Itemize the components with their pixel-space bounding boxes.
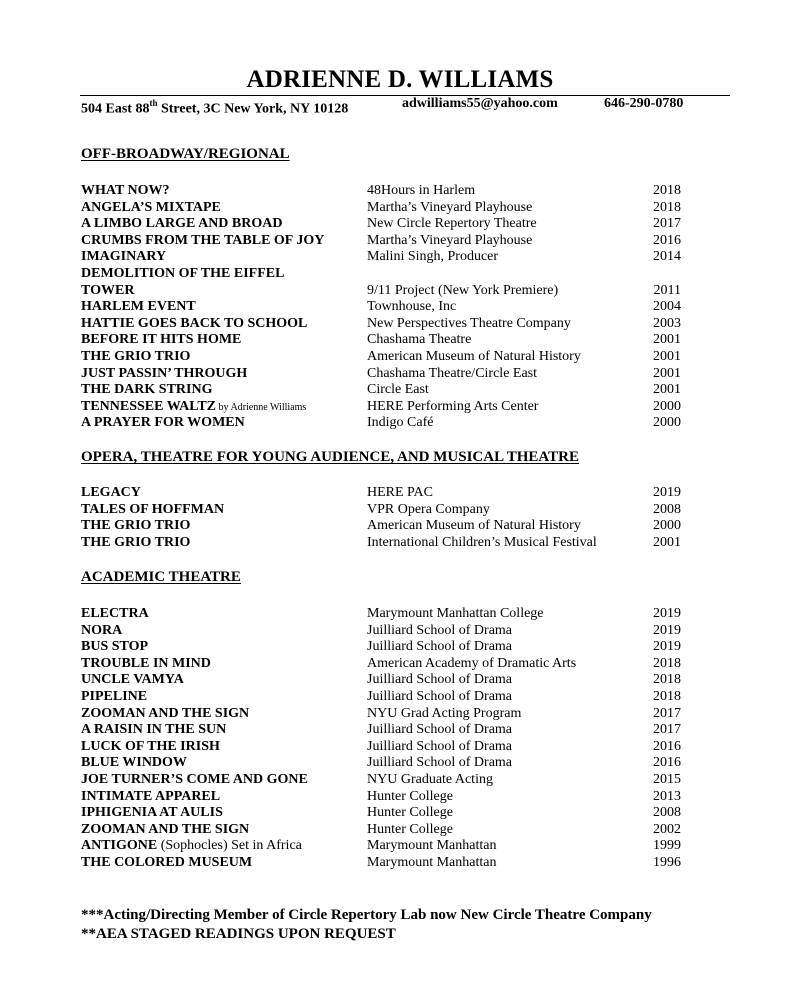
credit-row xyxy=(0,399,800,416)
credit-row xyxy=(0,283,800,300)
production-title-text: A RAISIN IN THE SUN xyxy=(81,722,227,738)
note-aea-readings: **AEA STAGED READINGS UPON REQUEST xyxy=(81,926,396,942)
phone-number: 646-290-0780 xyxy=(604,96,684,111)
venue: Juilliard School of Drama xyxy=(367,722,513,738)
credit-row xyxy=(0,485,800,502)
production-title xyxy=(81,772,308,789)
venue: Marymount Manhattan xyxy=(367,838,497,854)
year: 2019 xyxy=(653,622,681,638)
year: 2018 xyxy=(653,688,681,704)
venue: NYU Grad Acting Program xyxy=(367,705,522,721)
venue: American Museum of Natural History xyxy=(367,518,581,534)
year: 2003 xyxy=(653,315,681,331)
production-title-text: HATTIE GOES BACK TO SCHOOL xyxy=(81,315,308,331)
production-title xyxy=(81,639,148,656)
credit-row xyxy=(0,639,800,656)
credit-row xyxy=(0,518,800,535)
production-title-text: PIPELINE xyxy=(81,688,148,704)
year: 2017 xyxy=(653,722,681,738)
resume-name: ADRIENNE D. WILLIAMS xyxy=(246,66,554,93)
production-title xyxy=(81,399,306,417)
venue: Marymount Manhattan College xyxy=(367,606,544,621)
credit-row xyxy=(0,349,800,366)
venue: Chashama Theatre xyxy=(367,332,472,348)
production-title xyxy=(81,183,170,200)
credit-row xyxy=(0,706,800,723)
year: 2018 xyxy=(653,199,681,215)
credit-row xyxy=(0,382,800,399)
production-title xyxy=(81,249,166,266)
year: 2017 xyxy=(653,705,681,721)
year: 2018 xyxy=(653,672,681,688)
year: 2013 xyxy=(653,788,681,804)
production-title xyxy=(81,656,211,673)
year: 2018 xyxy=(653,183,681,198)
production-title xyxy=(81,266,284,283)
credit-row xyxy=(0,772,800,789)
production-title xyxy=(81,755,187,772)
production-title-text: THE GRIO TRIO xyxy=(81,518,191,534)
production-title-text: ELECTRA xyxy=(81,606,149,621)
venue: International Children’s Musical Festival xyxy=(367,534,597,550)
production-title xyxy=(81,366,247,383)
year: 2002 xyxy=(653,821,681,837)
production-title-text: THE DARK STRING xyxy=(81,382,213,398)
venue: Juilliard School of Drama xyxy=(367,738,513,754)
production-title xyxy=(81,485,141,502)
production-title xyxy=(81,283,134,300)
credit-row xyxy=(0,233,800,250)
credit-row xyxy=(0,266,800,283)
production-subtitle: (Sophocles) Set in Africa xyxy=(157,838,302,854)
year: 2017 xyxy=(653,216,681,232)
production-title-text: THE COLORED MUSEUM xyxy=(81,854,253,870)
venue: New Circle Repertory Theatre xyxy=(367,216,537,232)
production-title-text: ANTIGONE xyxy=(81,838,158,854)
venue: Juilliard School of Drama xyxy=(367,672,513,688)
production-title-text: INTIMATE APPAREL xyxy=(81,788,221,804)
production-title xyxy=(81,233,324,250)
address-street: 504 East 88 xyxy=(81,101,150,117)
year: 2008 xyxy=(653,501,681,517)
production-title-text: IPHIGENIA AT AULIS xyxy=(81,805,223,821)
production-title xyxy=(81,623,122,640)
venue: Townhouse, Inc xyxy=(367,299,457,315)
year: 2001 xyxy=(653,534,681,550)
production-title xyxy=(81,518,190,535)
production-title xyxy=(81,316,307,333)
production-title xyxy=(81,689,147,706)
credit-row xyxy=(0,656,800,673)
production-title-text: HARLEM EVENT xyxy=(81,299,196,315)
production-title xyxy=(81,822,249,839)
production-title-text: TALES OF HOFFMAN xyxy=(81,501,225,517)
credit-row xyxy=(0,535,800,552)
production-title xyxy=(81,789,220,806)
section-heading-opera: OPERA, THEATRE FOR YOUNG AUDIENCE, AND MUSICAL THEATRE xyxy=(81,449,579,465)
production-title-text: LEGACY xyxy=(81,485,141,500)
credit-row xyxy=(0,822,800,839)
venue: Circle East xyxy=(367,382,429,398)
production-title xyxy=(81,299,196,316)
credit-row xyxy=(0,502,800,519)
production-title xyxy=(81,535,190,552)
venue: Juilliard School of Drama xyxy=(367,639,513,655)
venue: Hunter College xyxy=(367,805,453,821)
production-title xyxy=(81,606,149,623)
production-title xyxy=(81,838,302,855)
production-title-text: TENNESSEE WALTZ xyxy=(81,398,217,414)
credit-row xyxy=(0,299,800,316)
production-title xyxy=(81,200,221,217)
credit-row xyxy=(0,805,800,822)
production-title xyxy=(81,382,212,399)
venue: Juilliard School of Drama xyxy=(367,622,513,638)
production-title-text: THE GRIO TRIO xyxy=(81,534,191,550)
credit-row xyxy=(0,316,800,333)
year: 2001 xyxy=(653,382,681,398)
venue: HERE PAC xyxy=(367,485,434,500)
credit-row xyxy=(0,623,800,640)
production-title-text: WHAT NOW? xyxy=(81,183,170,198)
production-title-text: ANGELA’S MIXTAPE xyxy=(81,199,221,215)
production-title-text: LUCK OF THE IRISH xyxy=(81,738,220,754)
year: 2014 xyxy=(653,249,681,265)
production-title xyxy=(81,805,223,822)
credit-row xyxy=(0,722,800,739)
venue: American Museum of Natural History xyxy=(367,348,581,364)
venue: HERE Performing Arts Center xyxy=(367,398,539,414)
venue: New Perspectives Theatre Company xyxy=(367,315,571,331)
credit-row xyxy=(0,200,800,217)
credit-row xyxy=(0,183,800,200)
credit-row xyxy=(0,672,800,689)
email-address: adwilliams55@yahoo.com xyxy=(402,96,558,111)
section-heading-academic: ACADEMIC THEATRE xyxy=(81,569,241,585)
venue: Juilliard School of Drama xyxy=(367,688,513,704)
production-title-text: A LIMBO LARGE AND BROAD xyxy=(81,216,283,232)
production-title xyxy=(81,502,224,519)
academic-credits xyxy=(0,606,800,872)
credit-row xyxy=(0,606,800,623)
production-title-text: DEMOLITION OF THE EIFFEL xyxy=(81,265,285,281)
credit-row xyxy=(0,332,800,349)
credit-row xyxy=(0,216,800,233)
venue: Malini Singh, Producer xyxy=(367,249,499,265)
production-title-text: A PRAYER FOR WOMEN xyxy=(81,415,245,431)
venue: 9/11 Project (New York Premiere) xyxy=(367,282,559,298)
production-title-text: JOE TURNER’S COME AND GONE xyxy=(81,771,308,787)
year: 2001 xyxy=(653,332,681,348)
credit-row xyxy=(0,366,800,383)
credit-row xyxy=(0,415,800,432)
year: 2001 xyxy=(653,348,681,364)
address-ordinal: th xyxy=(149,98,158,108)
production-title xyxy=(81,855,252,872)
production-title-text: NORA xyxy=(81,622,123,638)
production-title xyxy=(81,332,241,349)
year: 2019 xyxy=(653,606,681,621)
year: 2011 xyxy=(653,282,681,298)
venue: VPR Opera Company xyxy=(367,501,490,517)
year: 1999 xyxy=(653,838,681,854)
year: 2018 xyxy=(653,655,681,671)
production-title-text: CRUMBS FROM THE TABLE OF JOY xyxy=(81,232,325,248)
production-title-text: ZOOMAN AND THE SIGN xyxy=(81,705,250,721)
opera-credits xyxy=(0,485,800,551)
credit-row xyxy=(0,249,800,266)
venue: Hunter College xyxy=(367,821,453,837)
venue: 48Hours in Harlem xyxy=(367,183,476,198)
year: 2000 xyxy=(653,518,681,534)
credit-row xyxy=(0,789,800,806)
production-title-text: TROUBLE IN MIND xyxy=(81,655,211,671)
production-author: by Adrienne Williams xyxy=(216,401,307,413)
venue: Hunter College xyxy=(367,788,453,804)
production-title-text: JUST PASSIN’ THROUGH xyxy=(81,365,248,381)
production-title xyxy=(81,672,184,689)
year: 2000 xyxy=(653,398,681,414)
venue: Juilliard School of Drama xyxy=(367,755,513,771)
production-title-text: TOWER xyxy=(81,282,135,298)
production-title xyxy=(81,706,249,723)
production-title-text: ZOOMAN AND THE SIGN xyxy=(81,821,250,837)
address-city: Street, 3C New York, NY 10128 xyxy=(157,101,349,117)
production-title-text: IMAGINARY xyxy=(81,249,167,265)
production-title xyxy=(81,216,282,233)
credit-row xyxy=(0,689,800,706)
venue: Martha’s Vineyard Playhouse xyxy=(367,199,533,215)
production-title-text: THE GRIO TRIO xyxy=(81,348,191,364)
production-title xyxy=(81,415,245,432)
year: 2016 xyxy=(653,755,681,771)
venue: Chashama Theatre/Circle East xyxy=(367,365,538,381)
production-title-text: BLUE WINDOW xyxy=(81,755,187,771)
year: 2008 xyxy=(653,805,681,821)
year: 2019 xyxy=(653,639,681,655)
production-title xyxy=(81,739,220,756)
year: 2015 xyxy=(653,771,681,787)
year: 2000 xyxy=(653,415,681,431)
venue: NYU Graduate Acting xyxy=(367,771,493,787)
production-title-text: BEFORE IT HITS HOME xyxy=(81,332,242,348)
credit-row xyxy=(0,739,800,756)
off-broadway-credits xyxy=(0,183,800,432)
credit-row xyxy=(0,755,800,772)
production-title-text: UNCLE VAMYA xyxy=(81,672,184,688)
venue: Marymount Manhattan xyxy=(367,854,497,870)
year: 2019 xyxy=(653,485,681,500)
production-title xyxy=(81,722,226,739)
section-heading-off-broadway: OFF-BROADWAY/REGIONAL xyxy=(81,146,290,162)
production-title xyxy=(81,349,190,366)
year: 2016 xyxy=(653,232,681,248)
note-membership: ***Acting/Directing Member of Circle Repertory Lab now New Circle Theatre Company xyxy=(81,907,652,923)
year: 2001 xyxy=(653,365,681,381)
year: 1996 xyxy=(653,854,681,870)
venue: American Academy of Dramatic Arts xyxy=(367,655,577,671)
credit-row xyxy=(0,855,800,872)
venue: Martha’s Vineyard Playhouse xyxy=(367,232,533,248)
production-title-text: BUS STOP xyxy=(81,639,149,655)
credit-row xyxy=(0,838,800,855)
address xyxy=(81,95,348,119)
year: 2016 xyxy=(653,738,681,754)
year: 2004 xyxy=(653,299,681,315)
venue: Indigo Café xyxy=(367,415,434,431)
